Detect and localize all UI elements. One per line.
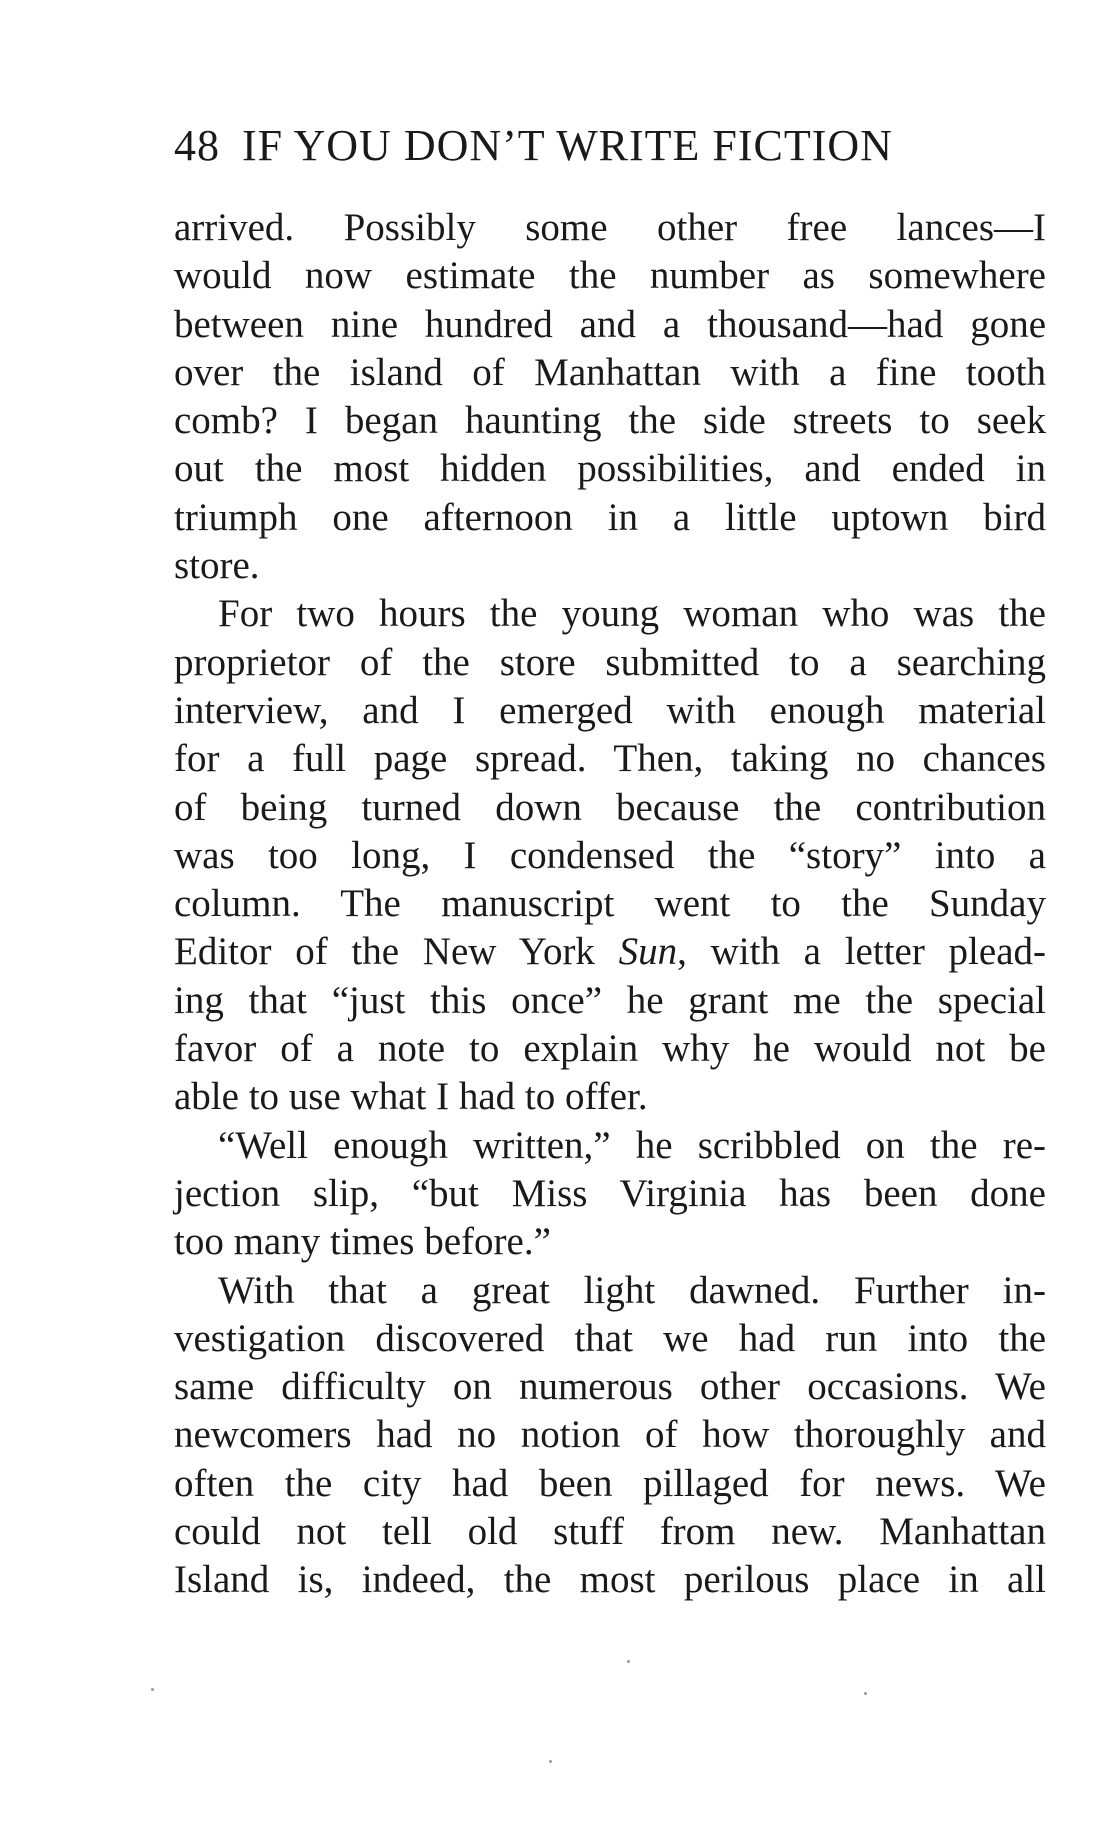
text-line: comb? I began haunting the side streets to seek	[174, 399, 1046, 443]
print-speck	[864, 1692, 867, 1695]
print-speck	[549, 1760, 552, 1763]
text-line: out the most hidden possibilities, and ended in	[174, 447, 1046, 491]
text-line: arrived. Possibly some other free lances—I	[174, 206, 1046, 249]
text-line: same difficulty on numerous other occasions. We	[174, 1365, 1046, 1409]
text-line: “Well enough written,” he scribbled on the re-	[218, 1123, 1046, 1167]
text-line: store.	[174, 544, 260, 588]
newspaper-title: Sun	[618, 930, 678, 974]
text-line: would now estimate the number as somewhere	[174, 254, 1046, 298]
text-line: could not tell old stuff from new. Manhattan	[174, 1510, 1046, 1554]
text-line: was too long, I condensed the “story” into a	[174, 833, 1046, 877]
text-line: newcomers had no notion of how thoroughly and	[174, 1413, 1046, 1457]
page-number: 48	[174, 121, 220, 170]
text-line: ing that “just this once” he grant me the special	[174, 978, 1046, 1022]
text-line: column. The manuscript went to the Sunday	[174, 882, 1046, 926]
text-line: often the city had been pillaged for news. We	[174, 1461, 1046, 1505]
text-line: With that a great light dawned. Further in-	[218, 1268, 1046, 1312]
text-line: interview, and I emerged with enough material	[174, 688, 1046, 732]
text-line: vestigation discovered that we had run into the	[174, 1316, 1046, 1360]
running-head-title: IF YOU DON’T WRITE FICTION	[242, 121, 893, 170]
text-line: proprietor of the store submitted to a searching	[174, 640, 1046, 684]
print-speck	[151, 1688, 154, 1691]
text-line: favor of a note to explain why he would not be	[174, 1027, 1046, 1071]
text-line: triumph one afternoon in a little uptown bird	[174, 495, 1046, 539]
text-line: Island is, indeed, the most perilous place in all	[174, 1558, 1046, 1602]
text-line: jection slip, “but Miss Virginia has been done	[174, 1171, 1046, 1215]
running-head	[174, 118, 1054, 174]
text-line: for a full page spread. Then, taking no chances	[174, 737, 1046, 781]
text-line: able to use what I had to offer.	[174, 1075, 648, 1119]
text-line: of being turned down because the contribution	[174, 785, 1046, 829]
text-line: between nine hundred and a thousand—had gone	[174, 302, 1046, 346]
text-line: too many times before.”	[174, 1220, 551, 1264]
body-text	[174, 204, 1046, 1605]
print-speck	[627, 1660, 630, 1663]
text-line: over the island of Manhattan with a fine tooth	[174, 350, 1046, 394]
text-line: Editor of the New York Sun, with a letter plead-	[174, 930, 1046, 974]
text-line: For two hours the young woman who was the	[218, 592, 1046, 636]
